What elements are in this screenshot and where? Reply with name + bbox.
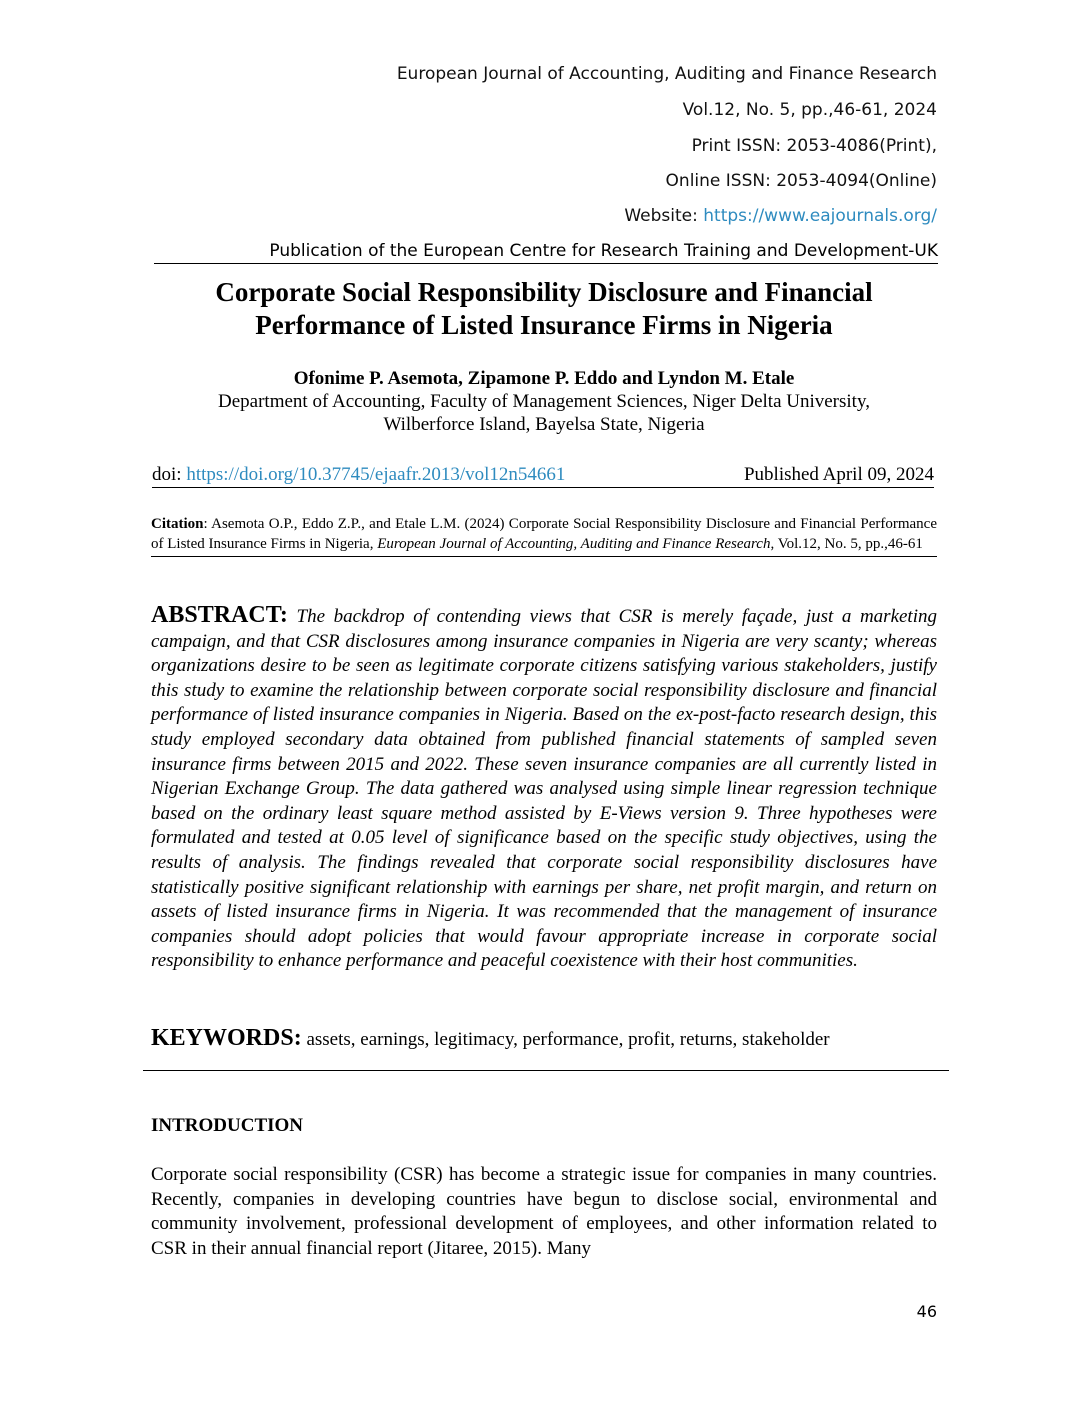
print-issn: Print ISSN: 2053-4086(Print), (691, 136, 937, 156)
website-link[interactable]: https://www.eajournals.org/ (703, 206, 937, 226)
title-line-2: Performance of Listed Insurance Firms in Nigeria (255, 310, 833, 340)
citation-label: Citation (151, 516, 204, 532)
volume-info: Vol.12, No. 5, pp.,46-61, 2024 (682, 100, 937, 120)
citation-details: , Vol.12, No. 5, pp.,46-61 (770, 536, 923, 552)
journal-name: European Journal of Accounting, Auditing and Finance Research (396, 64, 937, 84)
published-date: Published April 09, 2024 (743, 464, 934, 485)
abstract-label: ABSTRACT: (151, 602, 288, 628)
affiliation-line-2: Wilberforce Island, Bayelsa State, Nigeria (383, 414, 705, 435)
website-label: Website: (624, 206, 704, 226)
citation-text: : Asemota O.P., Eddo Z.P., and Etale L.M. (2024) Corporate Social Responsibility Disclosure and Financial Performance of Listed Insurance Firms in Nigeria, (151, 516, 937, 552)
authors: Ofonime P. Asemota, Zipamone P. Eddo and Lyndon M. Etale (293, 368, 795, 389)
keywords-text: assets, earnings, legitimacy, performance, profit, returns, stakeholder (301, 1029, 830, 1050)
introduction-paragraph: Corporate social responsibility (CSR) has become a strategic issue for companies in many countries. Recently, companies in developing countries have begun to disclose social, environmental and community involvement, professional development of employees, and other information related to CSR in their annual financial report (Jitaree, 2015). Many (151, 1164, 937, 1259)
doi-label: doi: (152, 464, 187, 485)
title-line-1: Corporate Social Responsibility Disclosure and Financial (215, 277, 873, 307)
doi-link[interactable]: https://doi.org/10.37745/ejaafr.2013/vol12n54661 (186, 464, 566, 485)
doi-row (152, 463, 934, 488)
introduction-heading: INTRODUCTION (151, 1115, 304, 1136)
citation (151, 514, 937, 557)
keywords (151, 1026, 937, 1052)
keywords-label: KEYWORDS: (151, 1025, 302, 1051)
affiliation (120, 390, 968, 436)
affiliation-line-1: Department of Accounting, Faculty of Management Sciences, Niger Delta University, (218, 391, 870, 412)
abstract-text: The backdrop of contending views that CSR is merely façade, just a marketing campaign, and that CSR disclosures among insurance companies in Nigeria are very scanty; whereas organizations desire to be seen as legitimate corporate citizens satisfying various stakeholders, justify this study to examine the relationship between corporate social responsibility disclosure and financial performance of listed insurance companies in Nigeria. Based on the ex-post-facto research design, this study employed secondary data obtained from published financial statements of sampled seven insurance firms between 2015 and 2022. These seven insurance companies are all currently listed in Nigerian Exchange Group. The data gathered was analysed using simple linear regression technique based on the ordinary least square method assisted by E-Views version 9. Three hypotheses were formulated and tested at 0.05 level of significance based on the specific study objectives, using the results of analysis. The findings revealed that corporate social responsibility disclosures have statistically positive significant relationship with earnings per share, net profit margin, and return on assets of listed insurance firms in Nigeria. It was recommended that the management of insurance companies should adopt policies that would favour appropriate increase in corporate social responsibility to enhance performance and peaceful coexistence with their host communities. (151, 606, 937, 972)
website-line (624, 206, 937, 226)
abstract (151, 603, 937, 974)
page-number: 46 (916, 1302, 937, 1321)
publisher-line: Publication of the European Centre for Research Training and Development-UK (154, 241, 938, 264)
citation-journal: European Journal of Accounting, Auditing and Finance Research (377, 536, 771, 552)
online-issn: Online ISSN: 2053-4094(Online) (665, 171, 937, 191)
section-divider (143, 1070, 949, 1071)
paper-title (120, 276, 968, 342)
